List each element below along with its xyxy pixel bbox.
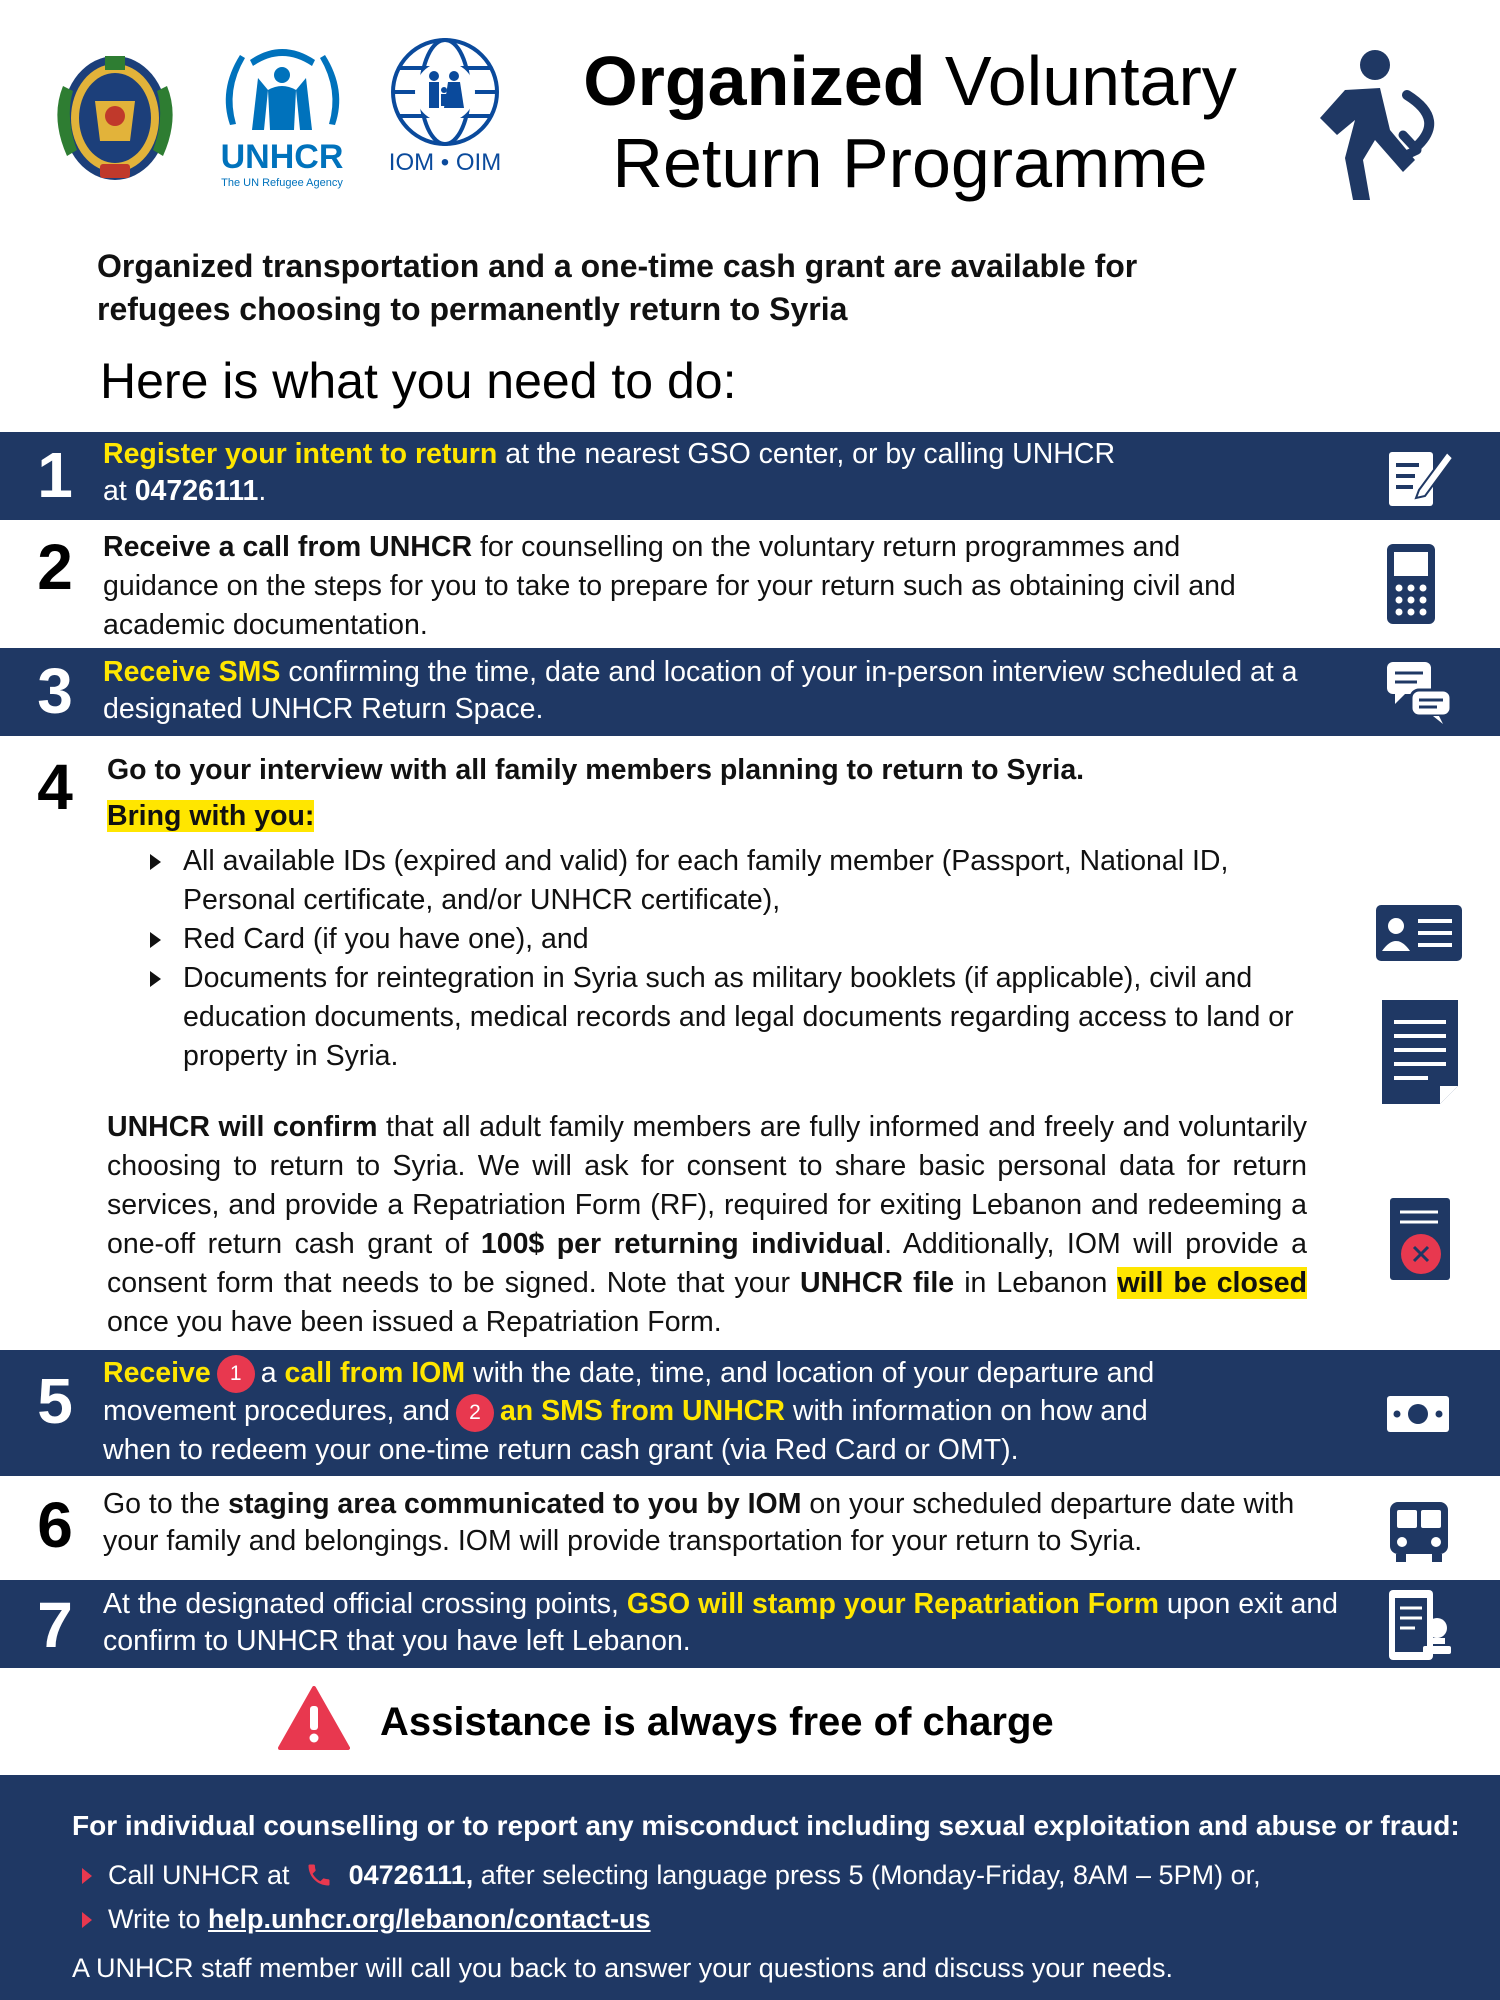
unhcr-logo-text: UNHCR (220, 138, 344, 176)
call-unhcr-label: Call UNHCR at (108, 1860, 290, 1890)
phone-icon (305, 1861, 333, 1889)
step-6 (0, 1476, 1500, 1580)
staging-area-text: staging area communicated to you by IOM (228, 1488, 802, 1520)
iom-logo (370, 30, 520, 190)
step-3-rest: confirming the time, date and location of your in-person interview scheduled at a designated UNHCR Return Space. (103, 656, 1298, 725)
step-6-pre: Go to the (103, 1488, 229, 1520)
step-number: 6 (37, 1489, 73, 1561)
step-3 (0, 648, 1500, 736)
step-7-pre: At the designated official crossing points, (103, 1588, 627, 1620)
step-7-text (103, 1586, 1353, 1660)
confirm-text-c: in Lebanon (954, 1267, 1118, 1299)
step-1 (0, 432, 1500, 520)
bus-icon (1386, 1500, 1452, 1564)
sms-from-unhcr: an SMS from UNHCR (499, 1395, 785, 1428)
step-5-receive: Receive (103, 1357, 211, 1389)
step-5-call-pre: a (260, 1357, 285, 1389)
intro-text (97, 245, 1397, 331)
step-7 (0, 1580, 1500, 1668)
free-assistance-notice: Assistance is always free of charge (380, 1700, 1054, 1744)
cash-money-icon (1385, 1394, 1451, 1434)
unhcr-tagline: The UN Refugee Agency (221, 177, 343, 189)
mobile-phone-icon (1385, 542, 1437, 626)
list-item: Documents for reintegration in Syria such as military booklets (if applicable), civil and education documents, medical records and legal documents regarding access to land or property in Syria. (150, 959, 1310, 1076)
instructions-heading: Here is what you need to do: (100, 353, 737, 409)
intro-line-2: refugees choosing to permanently return to Syria (97, 291, 848, 327)
confirm-text-d: once you have been issued a Repatriation Form. (107, 1306, 722, 1338)
step-4-heading: Go to your interview with all family members planning to return to Syria. (107, 754, 1085, 786)
step-7-rest: upon exit and confirm to UNHCR that you have left Lebanon. (103, 1588, 1339, 1657)
page-title (560, 40, 1260, 204)
number-badge-1: 1 (217, 1355, 255, 1393)
register-form-icon (1383, 440, 1455, 512)
returning-person-icon (1275, 40, 1450, 205)
title-voluntary: Voluntary (944, 42, 1237, 120)
step-number: 4 (37, 751, 73, 823)
bring-with-you-list (150, 842, 1310, 1076)
step-6-rest: on your scheduled departure date with your family and belongings. IOM will provide transportation for your return to Syria. (103, 1488, 1295, 1557)
step-1-rest: at the nearest GSO center, or by calling UNHCR (497, 438, 1116, 470)
document-icon (1382, 1000, 1458, 1104)
gso-emblem-logo (45, 46, 185, 186)
step-2-text (103, 528, 1303, 645)
step-3-highlight: Receive SMS (103, 656, 281, 688)
step-5-line2-pre: movement procedures, and (103, 1395, 450, 1428)
footer-title: For individual counselling or to report any misconduct including sexual exploitation and abuse or fraud: (72, 1810, 1460, 1841)
step-5-sms-rest: with information on how and (784, 1395, 1148, 1428)
id-card-icon (1376, 905, 1462, 961)
confirm-text-b: . Additionally, IOM will provide a consent form that needs to be signed. Note that your (107, 1228, 1308, 1299)
number-badge-2: 2 (456, 1394, 494, 1432)
footer-note: A UNHCR staff member will call you back to answer your questions and discuss your needs. (72, 1953, 1173, 1983)
footer-write-line (82, 1904, 651, 1935)
intro-line-1: Organized transportation and a one-time cash grant are available for (97, 248, 1138, 284)
step-number: 1 (37, 439, 73, 511)
list-item: Red Card (if you have one), and (150, 920, 1310, 959)
list-item: All available IDs (expired and valid) for each family member (Passport, National ID, Personal certificate, and/or UNHCR certificate), (150, 842, 1310, 920)
bring-with-you-label (107, 798, 314, 835)
warning-icon (278, 1686, 350, 1750)
footer-phone-number: 04726111, (348, 1860, 474, 1890)
step-2-bold: Receive a call from UNHCR (103, 531, 473, 563)
unhcr-phone-number: 04726111 (134, 475, 259, 507)
confirm-bold: UNHCR will confirm (107, 1111, 378, 1143)
gso-stamp-highlight: GSO will stamp your Repatriation Form (626, 1588, 1159, 1620)
step-1-line2-pre: at (103, 475, 135, 507)
step-6-text (103, 1486, 1343, 1560)
step-1-text (103, 436, 1353, 510)
unhcr-file-label: UNHCR file (800, 1267, 955, 1299)
confirm-text-a: that all adult family members are fully informed and freely and voluntarily choosing to return to Syria. We will ask for consent to share basic personal data for return services, and provide a Repatriation Form (RF), required for exiting Lebanon and redeeming a one-off return cash grant of (107, 1111, 1307, 1260)
write-to-label: Write to (108, 1904, 209, 1934)
cash-grant-amount: 100$ per returning individual (480, 1228, 885, 1260)
step-1-highlight: Register your intent to return (103, 438, 498, 470)
step-5-call-rest: with the date, time, and location of your departure and (465, 1357, 1155, 1389)
step-5-line3: when to redeem your one-time return cash grant (via Red Card or OMT). (103, 1433, 1019, 1466)
bring-with-you-text: Bring with you: (107, 800, 315, 832)
contact-us-link[interactable]: help.unhcr.org/lebanon/contact-us (208, 1904, 651, 1934)
step-number: 2 (37, 531, 73, 603)
title-line2: Return Programme (612, 124, 1208, 202)
stamped-form-icon (1385, 1588, 1455, 1662)
unhcr-confirm-paragraph (107, 1108, 1307, 1342)
step-3-text (103, 654, 1353, 728)
footer-call-line (82, 1860, 1261, 1891)
title-bold-word: Organized (583, 42, 926, 120)
step-5 (0, 1350, 1500, 1476)
sms-chat-icon (1385, 660, 1453, 726)
unhcr-logo (200, 30, 365, 195)
footer-call-rest: after selecting language press 5 (Monday-Friday, 8AM – 5PM) or, (473, 1860, 1261, 1890)
closed-file-icon (1390, 1198, 1452, 1280)
step-number: 3 (37, 655, 73, 727)
iom-logo-text: IOM • OIM (388, 149, 502, 176)
call-from-iom: call from IOM (284, 1357, 466, 1389)
step-2-rest: for counselling on the voluntary return programmes and guidance on the steps for you to take to prepare for your return such as obtaining civil and academic documentation. (103, 531, 1236, 641)
step-2 (0, 520, 1500, 648)
file-closed-highlight: will be closed (1117, 1267, 1307, 1299)
step-number: 5 (37, 1365, 73, 1437)
step-number: 7 (37, 1589, 73, 1661)
step-1-line2-post: . (258, 475, 267, 507)
step-5-text (103, 1355, 1363, 1469)
